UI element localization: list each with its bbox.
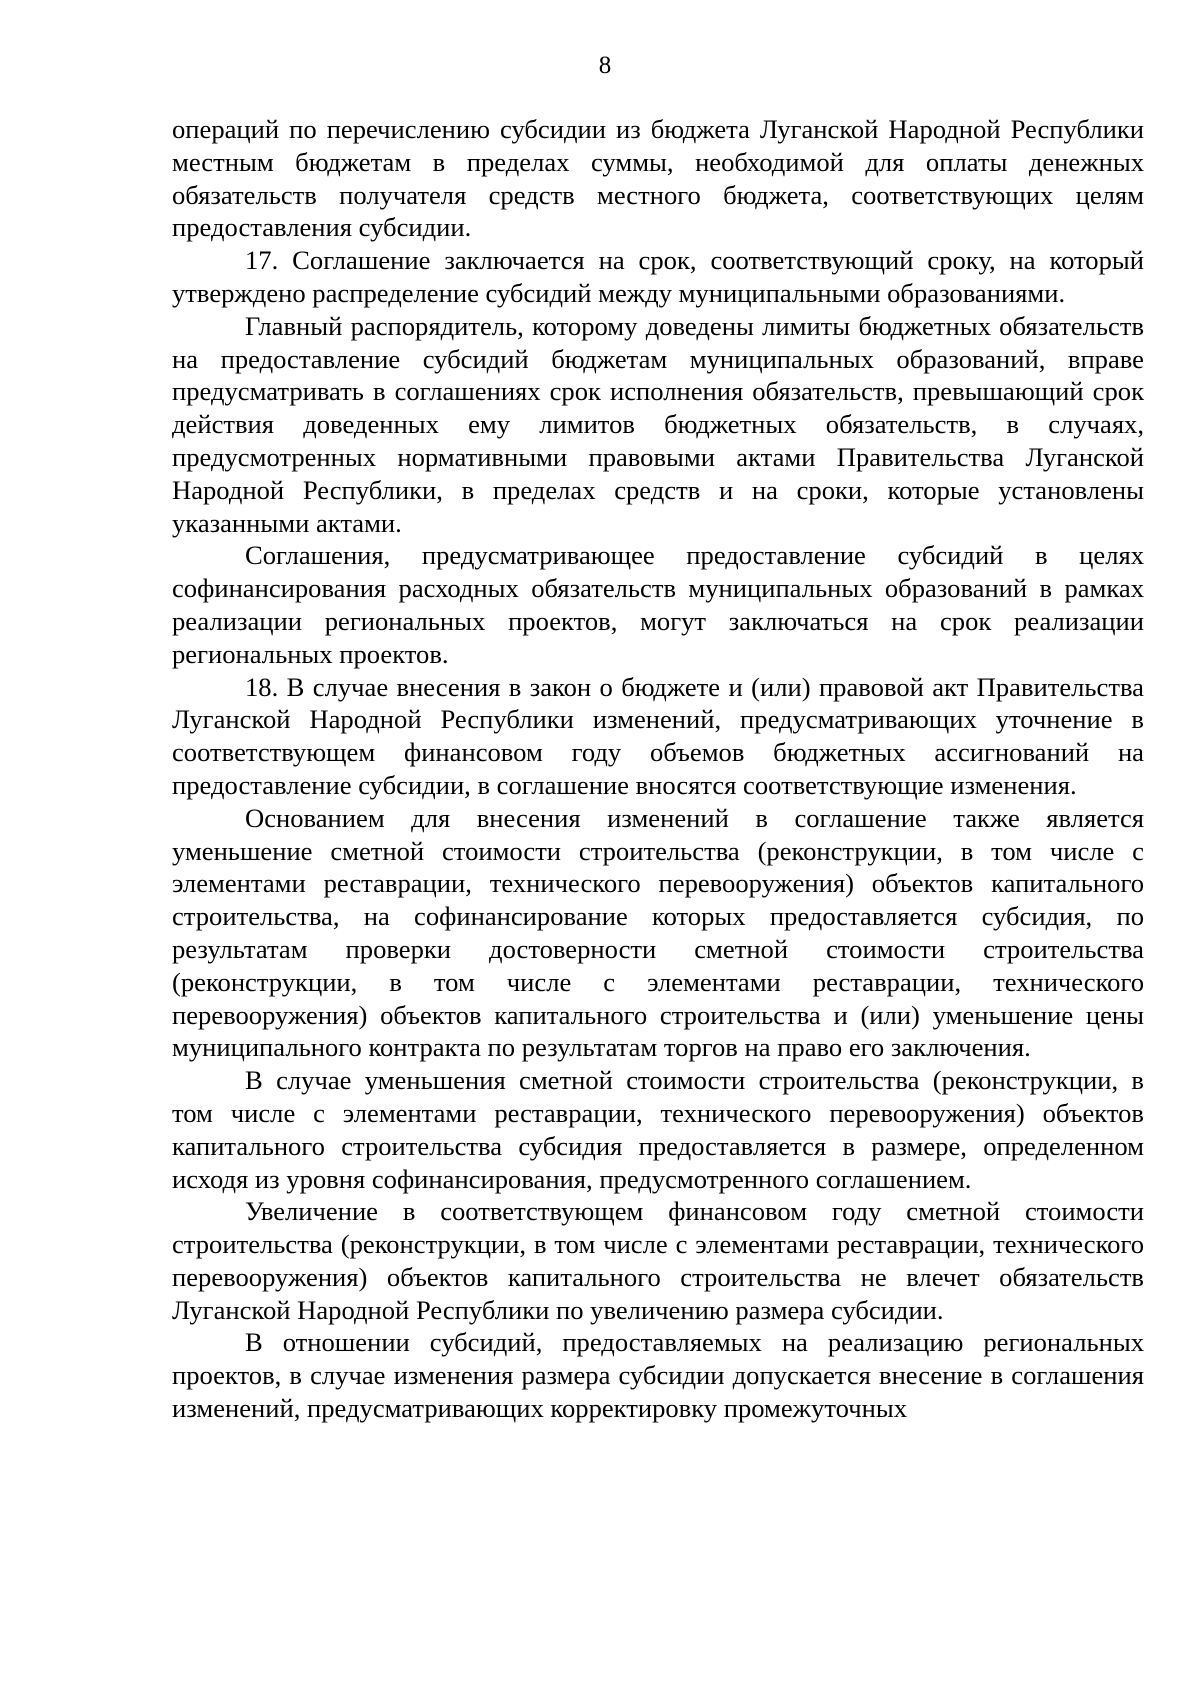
- paragraph-item-17: 17. Соглашение заключается на срок, соответствующий сроку, на который утверждено распределение субсидий между муниципальными образованиями.: [172, 245, 1144, 308]
- paragraph-chief-administrator: Главный распорядитель, которому доведены лимиты бюджетных обязательств на предоставление субсидий бюджетам муниципальных образований, вправе предусматривать в соглашениях срок исполнения обязательств, превышающий срок действия доведенных ему лимитов бюджетных обязательств, в случаях, предусмотренных нормативными правовыми актами Правительства Луганской Народной Республики, в пределах средств и на сроки, которые установлены указанными актами.: [172, 310, 1144, 538]
- paragraph-regional-projects-subsidies: В отношении субсидий, предоставляемых на реализацию региональных проектов, в случае изменения размера субсидии допускается внесение в соглашения изменений, предусматривающих корректировку промежуточных: [172, 1327, 1144, 1424]
- paragraph-grounds-for-changes: Основанием для внесения изменений в соглашение также является уменьшение сметной стоимости строительства (реконструкции, в том числе с элементами реставрации, технического перевооружения) объектов капитального строительства, на софинансирование которых предоставляется субсидия, по результатам проверки достоверности сметной стоимости строительства (реконструкции, в том числе с элементами реставрации, технического перевооружения) объектов капитального строительства и (или) уменьшение цены муниципального контракта по результатам торгов на право его заключения.: [172, 802, 1144, 1063]
- paragraph-regional-projects-agreements: Соглашения, предусматривающее предоставление субсидий в целях софинансирования расходных обязательств муниципальных образований в рамках реализации региональных проектов, могут заключаться на срок реализации региональных проектов.: [172, 540, 1144, 669]
- paragraph-cost-increase: Увеличение в соответствующем финансовом году сметной стоимости строительства (реконструкции, в том числе с элементами реставрации, технического перевооружения) объектов капитального строительства не влечет обязательств Луганской Народной Республики по увеличению размера субсидии.: [172, 1196, 1144, 1325]
- page-number: 8: [598, 52, 612, 79]
- document-body: [172, 113, 1144, 1425]
- paragraph-item-18: 18. В случае внесения в закон о бюджете и (или) правовой акт Правительства Луганской Народной Республики изменений, предусматривающих уточнение в соответствующем финансовом году объемов бюджетных ассигнований на предоставление субсидии, в соглашение вносятся соответствующие изменения.: [172, 671, 1144, 800]
- paragraph-cost-reduction: В случае уменьшения сметной стоимости строительства (реконструкции, в том числе с элементами реставрации, технического перевооружения) объектов капитального строительства субсидия предоставляется в размере, определенном исходя из уровня софинансирования, предусмотренного соглашением.: [172, 1065, 1144, 1194]
- paragraph-continuation: операций по перечислению субсидии из бюджета Луганской Народной Республики местным бюджетам в пределах суммы, необходимой для оплаты денежных обязательств получателя средств местного бюджета, соответствующих целям предоставления субсидии.: [172, 114, 1144, 243]
